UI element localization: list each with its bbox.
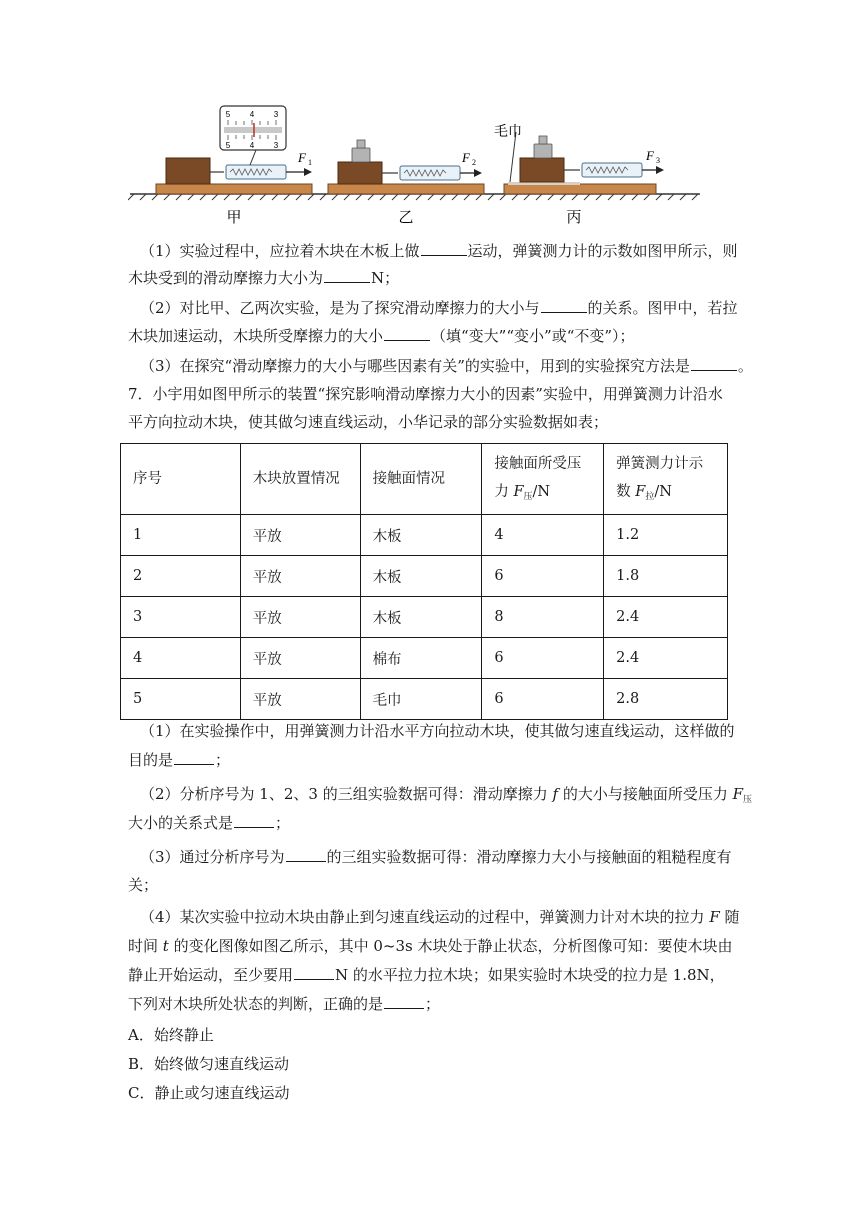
table-cell: 平放 xyxy=(240,556,360,597)
table-cell: 平放 xyxy=(240,679,360,720)
table-cell: 3 xyxy=(121,597,241,638)
experiment-figure xyxy=(128,102,702,230)
table-cell: 木板 xyxy=(360,515,482,556)
table-cell: 1.2 xyxy=(604,515,728,556)
table-cell: 1 xyxy=(121,515,241,556)
header-cell: 弹簧测力计示 数 $F_拉/N$ xyxy=(604,444,728,515)
answer-blank[interactable] xyxy=(384,326,430,341)
table-row xyxy=(121,679,728,720)
table-cell: 毛巾 xyxy=(360,679,482,720)
table-cell: 平放 xyxy=(240,515,360,556)
option-c[interactable]: C．静止或匀速直线运动 xyxy=(128,1084,290,1102)
table-cell: 1.8 xyxy=(604,556,728,597)
answer-blank[interactable] xyxy=(286,847,326,862)
answer-blank[interactable] xyxy=(174,750,214,765)
label-bing: 丙 xyxy=(566,208,582,226)
table-cell: 平放 xyxy=(240,638,360,679)
q7-part1-line1: （1）在实验操作中，用弹簧测力计沿水平方向拉动木块，使其做匀速直线运动，这样做的 xyxy=(140,722,735,740)
gauge-tick-4b: 4 xyxy=(249,141,255,150)
answer-blank[interactable] xyxy=(691,356,737,371)
table-row xyxy=(121,638,728,679)
q6-part2-line2: 木块加速运动，木块所受摩擦力的大小 （填“变大”“变小”或“不变”）； xyxy=(128,327,635,345)
table-cell: 木板 xyxy=(360,597,482,638)
answer-blank[interactable] xyxy=(234,813,274,828)
table-cell: 6 xyxy=(482,556,604,597)
q7-part2-line2: 大小的关系式是 ； xyxy=(128,814,291,832)
table-cell: 棉布 xyxy=(360,638,482,679)
table-cell: 5 xyxy=(121,679,241,720)
q6-part1-line2: 木块受到的滑动摩擦力大小为 N； xyxy=(128,269,400,287)
q7-part3-line2: 关； xyxy=(128,876,159,894)
table-cell: 4 xyxy=(482,515,604,556)
table-cell: 6 xyxy=(482,638,604,679)
q7-part4-line4: 下列对木块所处状态的判断，正确的是 ； xyxy=(128,995,441,1013)
table-cell: 2 xyxy=(121,556,241,597)
table-cell: 木板 xyxy=(360,556,482,597)
svg-text:F: F xyxy=(298,150,306,165)
q7-part4-line1: （4）某次实验中拉动木块由静止到匀速直线运动的过程中，弹簧测力计对木块的拉力 F 随 xyxy=(140,908,740,926)
table-cell: 平放 xyxy=(240,597,360,638)
gauge-tick-4: 4 xyxy=(249,110,255,119)
gauge-tick-3b: 3 xyxy=(273,141,279,150)
table-cell: 2.8 xyxy=(604,679,728,720)
answer-blank[interactable] xyxy=(541,298,587,313)
svg-text:3: 3 xyxy=(656,156,660,165)
table-row xyxy=(121,515,728,556)
q7-part3-line1: （3）通过分析序号为 的三组实验数据可得：滑动摩擦力大小与接触面的粗糙程度有 xyxy=(140,848,732,866)
q6-part2-line1: （2）对比甲、乙两次实验，是为了探究滑动摩擦力的大小与 的关系。图甲中，若拉 xyxy=(140,299,738,317)
setup-jia xyxy=(156,106,312,226)
table-cell: 6 xyxy=(482,679,604,720)
q6-part1-line1: （1）实验过程中，应拉着木块在木板上做 运动，弹簧测力计的示数如图甲所示，则 xyxy=(140,242,738,260)
table-row xyxy=(121,556,728,597)
setup-bing xyxy=(494,123,664,226)
answer-blank[interactable] xyxy=(421,241,467,256)
svg-text:F: F xyxy=(462,150,470,165)
towel-label: 毛巾 xyxy=(494,124,522,140)
header-cell: 接触面所受压 力 $F_压/N$ xyxy=(482,444,604,515)
data-table xyxy=(120,443,728,720)
option-b[interactable]: B．始终做匀速直线运动 xyxy=(128,1055,290,1073)
option-a[interactable]: A．始终静止 xyxy=(128,1026,214,1044)
svg-text:1: 1 xyxy=(308,158,312,167)
q7-part2-line1: （2）分析序号为 1、2、3 的三组实验数据可得：滑动摩擦力 f 的大小与接触面所受压力 $F_压$ xyxy=(140,785,753,805)
answer-blank[interactable] xyxy=(324,268,370,283)
header-cell: 木块放置情况 xyxy=(240,444,360,515)
table-cell: 8 xyxy=(482,597,604,638)
table-cell: 2.4 xyxy=(604,638,728,679)
label-yi: 乙 xyxy=(398,208,414,226)
table-cell: 2.4 xyxy=(604,597,728,638)
table-row xyxy=(121,597,728,638)
header-cell: 接触面情况 xyxy=(360,444,482,515)
q7-part4-line3: 静止开始运动，至少要用 N 的水平拉力拉木块；如果实验时木块受的拉力是 1.8N， xyxy=(128,966,725,984)
svg-text:F: F xyxy=(646,148,654,163)
table-header-row xyxy=(121,444,728,515)
answer-blank[interactable] xyxy=(384,994,424,1009)
setup-yi xyxy=(328,140,484,226)
table-cell: 4 xyxy=(121,638,241,679)
svg-text:2: 2 xyxy=(472,158,476,167)
q7-part1-line2: 目的是 ； xyxy=(128,751,231,769)
gauge-tick-5b: 5 xyxy=(225,141,231,150)
label-jia: 甲 xyxy=(226,208,242,226)
gauge-tick-5: 5 xyxy=(225,110,231,119)
q7-intro-line2: 平方向拉动木块，使其做匀速直线运动，小华记录的部分实验数据如表； xyxy=(128,413,609,431)
gauge-tick-3: 3 xyxy=(273,110,279,119)
header-cell: 序号 xyxy=(121,444,241,515)
answer-blank[interactable] xyxy=(294,965,334,980)
q7-intro-line1: 7．小宇用如图甲所示的装置“探究影响滑动摩擦力大小的因素”实验中，用弹簧测力计沿水 xyxy=(128,385,723,403)
q7-part4-line2: 时间 t 的变化图像如图乙所示，其中 0~3s 木块处于静止状态，分析图像可知：要使木块由 xyxy=(128,937,733,955)
q6-part3: （3）在探究“滑动摩擦力的大小与哪些因素有关”的实验中，用到的实验探究方法是 。 xyxy=(140,357,753,375)
